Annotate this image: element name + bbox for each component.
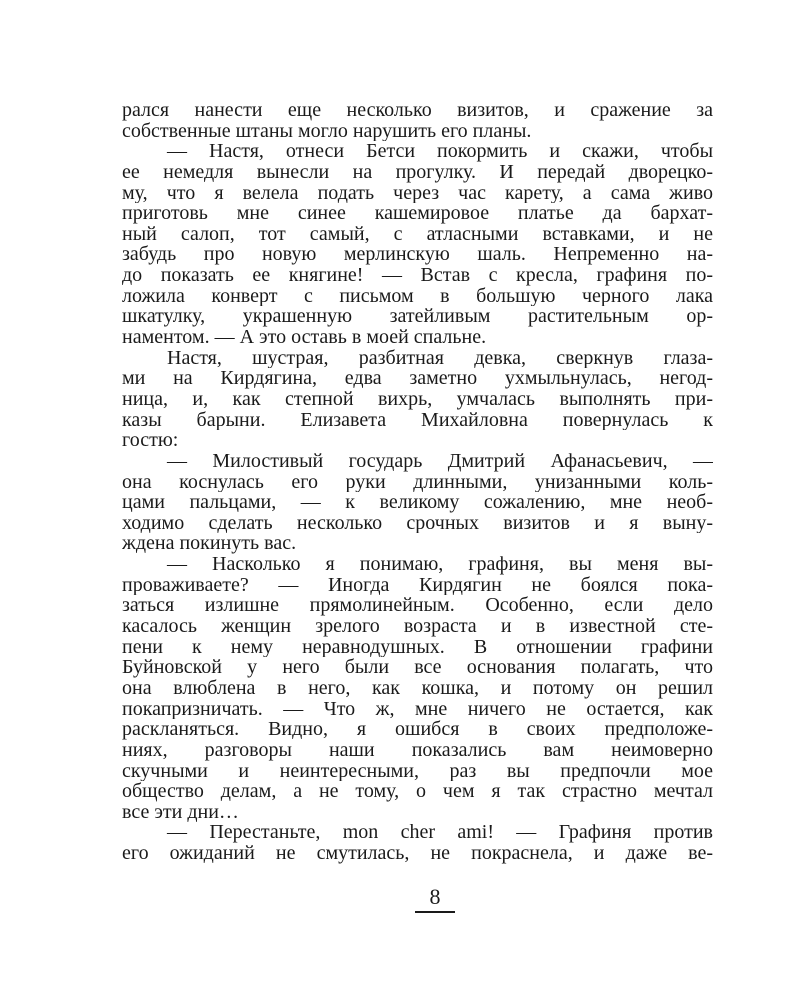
text-line: рался нанести еще несколько визитов, и сражение за [122, 100, 713, 121]
page-number-rule [415, 911, 455, 913]
text-line: его ожиданий не смутилась, не покраснела, и даже ве- [122, 843, 713, 864]
text-line: касалось женщин зрелого возраста и в известной сте- [122, 616, 713, 637]
paragraph [122, 451, 713, 554]
paragraph [122, 141, 713, 347]
text-line: — Милостивый государь Дмитрий Афанасьевич, — [167, 450, 713, 472]
text-line: все эти дни… [122, 801, 239, 823]
text-line: она влюблена в него, как кошка, и потому он решил [122, 677, 713, 699]
text-line: раскланяться. Видно, я ошибся в своих предположе- [122, 719, 713, 740]
text-line: приготовь мне синее кашемировое платье да бархат- [122, 203, 713, 224]
text-line: ница, и, как степной вихрь, умчалась выполнять при- [122, 388, 713, 410]
text-line: ждена покинуть вас. [122, 533, 297, 555]
text-line: казы барыни. Елизавета Михайловна повернулась к [122, 409, 713, 431]
paragraph [122, 100, 713, 141]
text-line: пени к нему неравнодушных. В отношении графини [122, 636, 713, 658]
text-line: шкатулку, украшенную затейливым растительным ор- [122, 306, 713, 328]
text-line: забудь про новую мерлинскую шаль. Непременно на- [122, 244, 713, 266]
text-line: Буйновской у него были все основания полагать, что [122, 657, 713, 678]
text-line: наментом. — А это оставь в моей спальне. [122, 327, 487, 348]
text-line: ниях, разговоры наши показались вам неимоверно [122, 739, 713, 761]
text-line: цами пальцами, — к великому сожалению, мне необ- [122, 492, 713, 513]
paragraph [122, 822, 713, 863]
text-line: она коснулась его руки длинными, унизанными коль- [122, 471, 713, 493]
text-line: до показать ее княгине! — Встав с кресла, графиня по- [122, 265, 713, 286]
text-line: покапризничать. — Что ж, мне ничего не остается, как [122, 698, 713, 720]
text-line: скучными и неинтересными, раз вы предпочли мое [122, 760, 713, 782]
text-line: — Перестаньте, mon cher ami! — Графиня против [167, 822, 713, 844]
text-line: му, что я велела подать через час карету, а сама живо [122, 182, 713, 204]
text-line: общество делам, а не тому, о чем я так страстно мечтал [122, 781, 713, 802]
paragraph [122, 348, 713, 451]
text-line: заться излишне прямолинейным. Особенно, если дело [122, 595, 713, 617]
text-line: собственные штаны могло нарушить его планы. [122, 120, 532, 142]
text-line: проваживаете? — Иногда Кирдягин не боялся пока- [122, 574, 713, 596]
text-line: ложила конверт с письмом в большую черного лака [122, 285, 713, 307]
text-line: Настя, шустрая, разбитная девка, сверкнув глаза- [167, 347, 713, 369]
text-line: гостю: [122, 430, 179, 451]
page-number: 8 [429, 884, 441, 909]
text-line: — Насколько я понимаю, графиня, вы меня вы- [167, 554, 713, 575]
text-line: — Настя, отнеси Бетси покормить и скажи, чтобы [167, 141, 713, 162]
page-body-text [122, 100, 713, 864]
paragraph [122, 554, 713, 822]
text-line: ходимо сделать несколько срочных визитов и я выну- [122, 512, 713, 534]
text-line: ный салоп, тот самый, с атласными вставками, и не [122, 223, 713, 245]
text-line: ми на Кирдягина, едва заметно ухмыльнулась, негод- [122, 368, 713, 389]
text-line: ее немедля вынесли на прогулку. И передай дворецко- [122, 161, 713, 183]
